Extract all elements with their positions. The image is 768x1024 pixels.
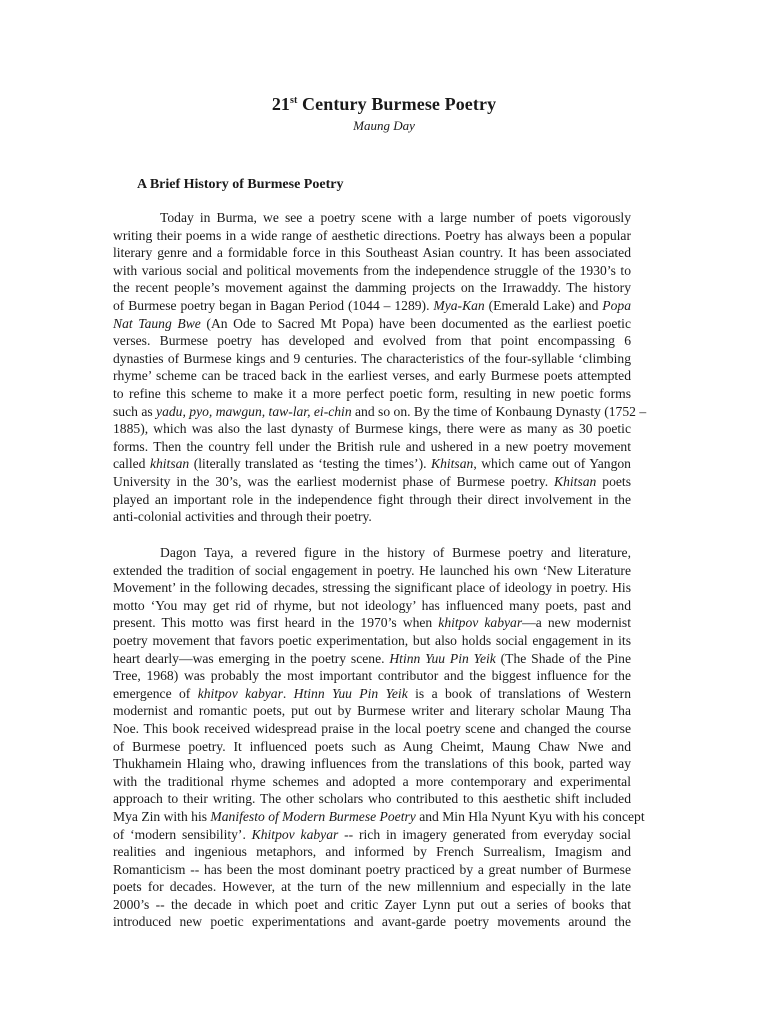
paragraph-line: emergence of khitpov kabyar. Htinn Yuu Pin Yeik is a book of translations of Western (113, 685, 631, 701)
paragraph-line: the recent people’s movement against the damming projects on the Irrawaddy. The history (113, 280, 631, 296)
paragraph-line: with the traditional rhyme schemes and adopted a more contemporary and experimental (113, 773, 631, 789)
paragraph-line: Tree, 1968) was probably the most important contributor and the biggest influence for the (113, 668, 631, 684)
paragraph-line: 1885), which was also the last dynasty of Burmese kings, there were as many as 30 poetic (113, 421, 631, 437)
paragraph-line: of Burmese poetry began in Bagan Period (1044 – 1289). Mya-Kan (Emerald Lake) and Popa (113, 297, 631, 313)
paragraph-line: verses. Burmese poetry has developed and evolved from that point encompassing 6 (113, 333, 631, 349)
paragraph-line: 2000’s -- the decade in which poet and critic Zayer Lynn put out a series of books that (113, 896, 631, 912)
section-heading: A Brief History of Burmese Poetry (137, 177, 344, 192)
paragraph-line: introduced new poetic experimentations and avant-garde poetry movements around the (113, 914, 631, 930)
paragraph-line: heart dearly—was emerging in the poetry scene. Htinn Yuu Pin Yeik (The Shade of the Pine (113, 650, 631, 666)
document-author: Maung Day (353, 118, 415, 133)
paragraph-line: Today in Burma, we see a poetry scene with a large number of poets vigorously (160, 210, 631, 225)
paragraph-line: present. This motto was first heard in the 1970’s when khitpov kabyar—a new modernist (113, 615, 631, 631)
paragraph-line: Thukhamein Hlaing who, drawing influences from the translations of this book, parted way (113, 756, 631, 772)
paragraph-2 (113, 544, 645, 931)
paragraph-line: literary genre and a formidable force in this Southeast Asian country. It has been associated (113, 245, 631, 261)
paragraph-line: of Burmese poetry. It influenced poets such as Aung Cheimt, Maung Chaw Nwe and (113, 738, 631, 754)
document-title: 21st Century Burmese Poetry (271, 94, 497, 114)
paragraph-line: called khitsan (literally translated as ‘testing the times’). Khitsan, which came out of Yangon (113, 456, 631, 472)
paragraph-line: anti-colonial activities and through their poetry. (113, 509, 372, 525)
paragraph-line: rhyme’ scheme can be traced back in the earliest verses, and early Burmese poets attempted (113, 368, 631, 384)
paragraph-line: Romanticism -- has been the most dominant poetry practiced by a great number of Burmese (113, 861, 631, 877)
paragraph-line: played an important role in the independence fight through their direct involvement in the (113, 491, 631, 507)
paragraph-line: Movement’ in the following decades, stressing the significant place of ideology in poetry. His (113, 580, 631, 596)
paragraph-line: extended the tradition of social engagement in poetry. He launched his own ‘New Literature (113, 562, 631, 578)
paragraph-line: poets for decades. However, at the turn of the new millennium and especially in the late (113, 879, 631, 895)
paragraph-line: dynasties of Burmese kings and 9 centuries. The characteristics of the four-syllable ‘climbing (113, 350, 631, 366)
paragraph-line: such as yadu, pyo, mawgun, taw-lar, ei-chin and so on. By the time of Konbaung Dynasty (1752 – (113, 403, 647, 419)
paragraph-line: motto ‘You may get rid of rhyme, but not ideology’ has influenced many poets, past and (113, 597, 631, 613)
paragraph-line: with various social and political movements from the independence struggle of the 1930’s to (113, 262, 631, 278)
paragraph-line: modernist and romantic poets, put out by Burmese writer and literary scholar Maung Tha (113, 703, 631, 719)
paragraph-line: poetry movement that favors poetic experimentation, but also holds social engagement in its (113, 632, 631, 648)
paragraph-line: of ‘modern sensibility’. Khitpov kabyar -- rich in imagery generated from everyday social (113, 826, 631, 842)
paragraph-line: Noe. This book received widespread praise in the local poetry scene and changed the course (113, 720, 631, 736)
paragraph-line: Mya Zin with his Manifesto of Modern Burmese Poetry and Min Hla Nyunt Kyu with his concept (113, 808, 645, 824)
paragraph-1 (113, 209, 647, 526)
paragraph-line: Nat Taung Bwe (An Ode to Sacred Mt Popa) have been documented as the earliest poetic (113, 315, 631, 331)
paragraph-line: approach to their writing. The other scholars who contributed to this aesthetic shift included (113, 791, 631, 807)
paragraph-line: to refine this scheme to make it a more perfect poetic form, resulting in new poetic forms (113, 385, 631, 401)
paragraph-line: University in the 30’s, was the earliest modernist phase of Burmese poetry. Khitsan poets (113, 473, 631, 489)
paragraph-line: forms. Then the country fell under the British rule and ushered in a new poetry movement (113, 438, 631, 454)
paragraph-line: realities and ingenious metaphors, and informed by French Surrealism, Imagism and (113, 844, 631, 860)
paragraph-line: Dagon Taya, a revered figure in the history of Burmese poetry and literature, (160, 545, 631, 560)
paragraph-line: writing their poems in a wide range of aesthetic directions. Poetry has always been a popular (113, 227, 631, 243)
